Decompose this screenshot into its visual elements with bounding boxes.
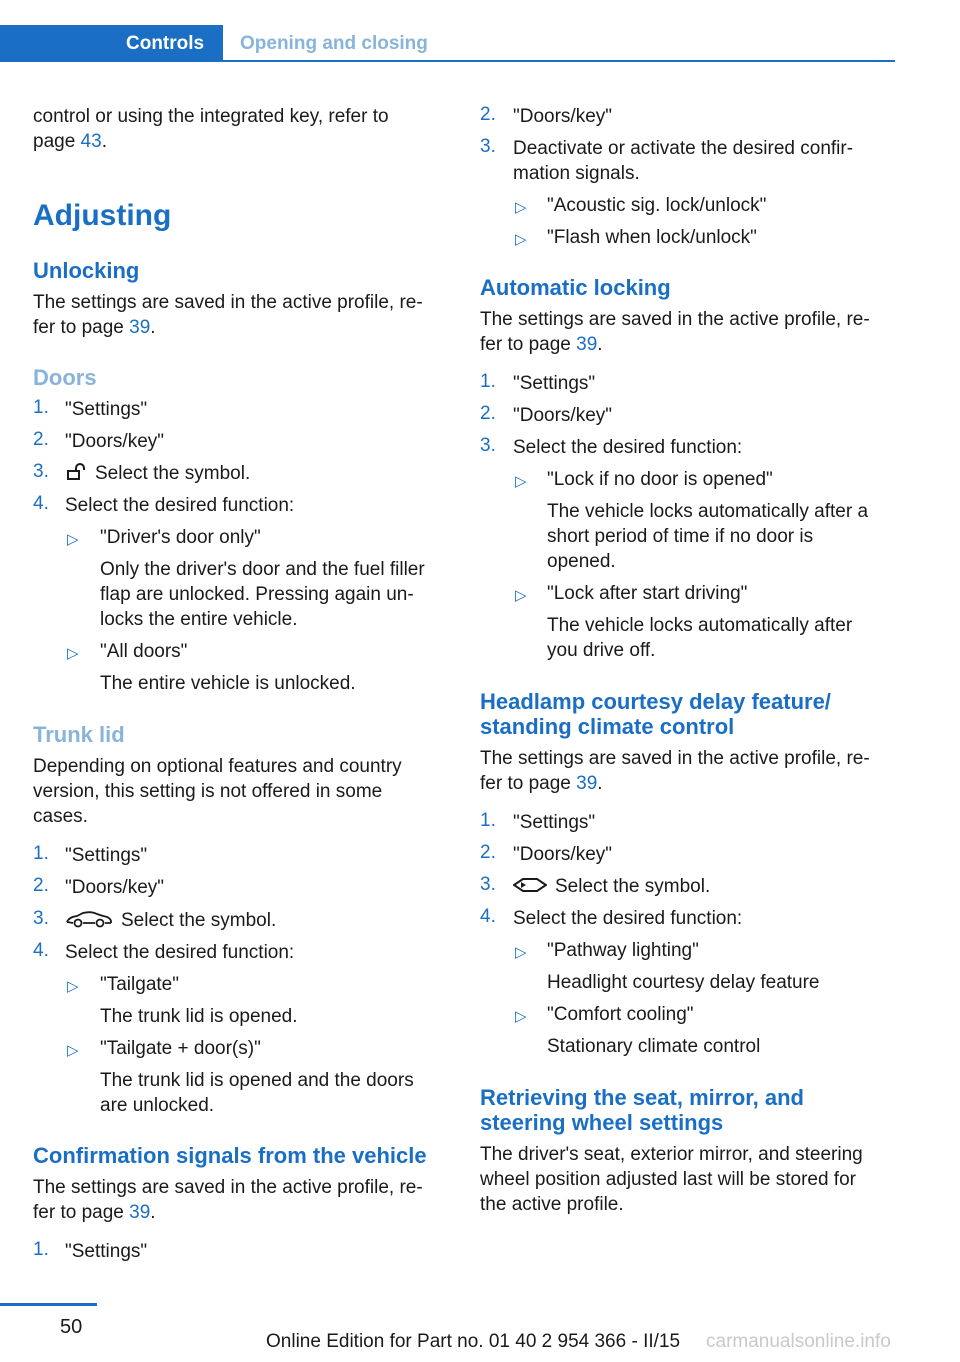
option-desc: The vehicle locks automatically after a (547, 501, 869, 522)
confirm-text-2: fer to page 39. (33, 1202, 156, 1223)
trunk-text: Depending on optional features and country (33, 756, 402, 777)
option-desc: short period of time if no door is (547, 526, 814, 547)
step-number: 3. (480, 136, 496, 157)
option-label: "All doors" (100, 641, 188, 662)
option-label: "Tailgate" (100, 974, 179, 995)
bullet-icon: ▷ (515, 1008, 527, 1025)
option-label: "Comfort cooling" (547, 1004, 694, 1025)
page-link[interactable]: 39 (129, 317, 151, 338)
footer-rule (0, 1303, 97, 1306)
step-text: mation signals. (513, 163, 640, 184)
option-label: "Lock if no door is opened" (547, 469, 773, 490)
step-text: "Doors/key" (65, 877, 165, 898)
chapter-tab[interactable]: Controls (0, 25, 223, 62)
step-number: 3. (480, 435, 496, 456)
step-text: "Doors/key" (513, 405, 613, 426)
option-desc: are unlocked. (100, 1095, 215, 1116)
watermark: carmanualsonline.info (706, 1331, 891, 1352)
option-desc: The trunk lid is opened and the doors (100, 1070, 414, 1091)
footer-edition: Online Edition for Part no. 01 40 2 954 366 - II/15 (266, 1331, 681, 1352)
step-number: 1. (33, 1239, 49, 1260)
option-label: "Lock after start driving" (547, 583, 748, 604)
step-text: "Settings" (65, 1241, 148, 1262)
page-header (0, 25, 895, 62)
step-text: Select the desired function: (513, 908, 743, 929)
heading-headlamp-courtesy: Headlamp courtesy delay feature/ (480, 689, 831, 714)
bullet-icon: ▷ (515, 231, 527, 248)
step-number: 1. (33, 397, 49, 418)
step-text: "Settings" (65, 399, 148, 420)
heading-unlocking: Unlocking (33, 258, 140, 283)
bullet-icon: ▷ (67, 645, 79, 662)
autolock-text-2: fer to page 39. (480, 334, 603, 355)
car-trunk-icon (65, 910, 113, 928)
heading-retrieving-settings: Retrieving the seat, mirror, and (480, 1085, 804, 1110)
option-label: "Tailgate + door(s)" (100, 1038, 261, 1059)
step-number: 2. (480, 403, 496, 424)
option-desc: opened. (547, 551, 616, 572)
bullet-icon: ▷ (515, 199, 527, 216)
page-link[interactable]: 39 (129, 1202, 151, 1223)
bullet-icon: ▷ (515, 944, 527, 961)
heading-headlamp-courtesy-2: standing climate control (480, 714, 735, 739)
heading-retrieving-settings-2: steering wheel settings (480, 1110, 724, 1135)
heading-confirmation-signals: Confirmation signals from the vehicle (33, 1143, 427, 1168)
step-number: 4. (33, 493, 49, 514)
step-number: 1. (480, 810, 496, 831)
heading-trunk-lid: Trunk lid (33, 722, 125, 747)
option-desc: flap are unlocked. Pressing again un‐ (100, 584, 414, 605)
step-number: 2. (480, 842, 496, 863)
option-label: "Flash when lock/unlock" (547, 227, 757, 248)
heading-adjusting: Adjusting (33, 199, 172, 232)
step-number: 2. (33, 429, 49, 450)
confirm-text-1: The settings are saved in the active profile, re‐ (33, 1177, 423, 1198)
trunk-text: cases. (33, 806, 88, 827)
option-desc: Only the driver's door and the fuel filler (100, 559, 425, 580)
option-desc: Headlight courtesy delay feature (547, 972, 820, 993)
option-desc: Stationary climate control (547, 1036, 761, 1057)
headlamp-text-2: fer to page 39. (480, 773, 603, 794)
trunk-text: version, this setting is not offered in some (33, 781, 383, 802)
step-text: Deactivate or activate the desired confir‐ (513, 138, 854, 159)
step-number: 1. (480, 371, 496, 392)
retrieve-text: The driver's seat, exterior mirror, and steering (480, 1144, 863, 1165)
option-desc: locks the entire vehicle. (100, 609, 298, 630)
step-text: "Settings" (513, 812, 596, 833)
page-link[interactable]: 39 (576, 773, 598, 794)
step-text: Select the symbol. (513, 874, 710, 899)
page-link[interactable]: 43 (80, 131, 102, 152)
step-number: 2. (33, 875, 49, 896)
step-text: "Doors/key" (65, 431, 165, 452)
bullet-icon: ▷ (67, 531, 79, 548)
option-label: "Acoustic sig. lock/unlock" (547, 195, 767, 216)
bullet-icon: ▷ (515, 473, 527, 490)
option-desc: The entire vehicle is unlocked. (100, 673, 356, 694)
step-text: "Settings" (65, 845, 148, 866)
step-number: 1. (33, 843, 49, 864)
option-label: "Driver's door only" (100, 527, 261, 548)
step-number: 4. (33, 940, 49, 961)
step-number: 3. (33, 461, 49, 482)
page-link[interactable]: 39 (576, 334, 598, 355)
step-text: "Doors/key" (513, 106, 613, 127)
step-text: Select the desired function: (65, 942, 295, 963)
door-unlock-icon (65, 463, 89, 481)
step-text: "Doors/key" (513, 844, 613, 865)
heading-automatic-locking: Automatic locking (480, 275, 671, 300)
step-text: Select the desired function: (513, 437, 743, 458)
option-desc: The trunk lid is opened. (100, 1006, 298, 1027)
step-number: 3. (480, 874, 496, 895)
option-desc: The vehicle locks automatically after (547, 615, 853, 636)
unlocking-text-2: fer to page 39. (33, 317, 156, 338)
step-number: 3. (33, 908, 49, 929)
step-text: Select the symbol. (65, 461, 250, 486)
section-tab[interactable]: Opening and closing (240, 33, 428, 54)
step-number: 2. (480, 104, 496, 125)
step-text: Select the symbol. (65, 908, 276, 933)
headlamp-icon (513, 877, 547, 893)
bullet-icon: ▷ (67, 978, 79, 995)
page-number: 50 (60, 1316, 83, 1338)
headlamp-text-1: The settings are saved in the active profile, re‐ (480, 748, 870, 769)
intro-line-2: page 43. (33, 131, 107, 152)
step-text: "Settings" (513, 373, 596, 394)
retrieve-text: wheel position adjusted last will be stored for (480, 1169, 856, 1190)
option-desc: you drive off. (547, 640, 656, 661)
bullet-icon: ▷ (67, 1042, 79, 1059)
option-label: "Pathway lighting" (547, 940, 699, 961)
autolock-text-1: The settings are saved in the active profile, re‐ (480, 309, 870, 330)
unlocking-text-1: The settings are saved in the active profile, re‐ (33, 292, 423, 313)
retrieve-text: the active profile. (480, 1194, 624, 1215)
heading-doors: Doors (33, 365, 97, 390)
step-text: Select the desired function: (65, 495, 295, 516)
intro-line-1: control or using the integrated key, refer to (33, 106, 389, 127)
bullet-icon: ▷ (515, 587, 527, 604)
step-number: 4. (480, 906, 496, 927)
